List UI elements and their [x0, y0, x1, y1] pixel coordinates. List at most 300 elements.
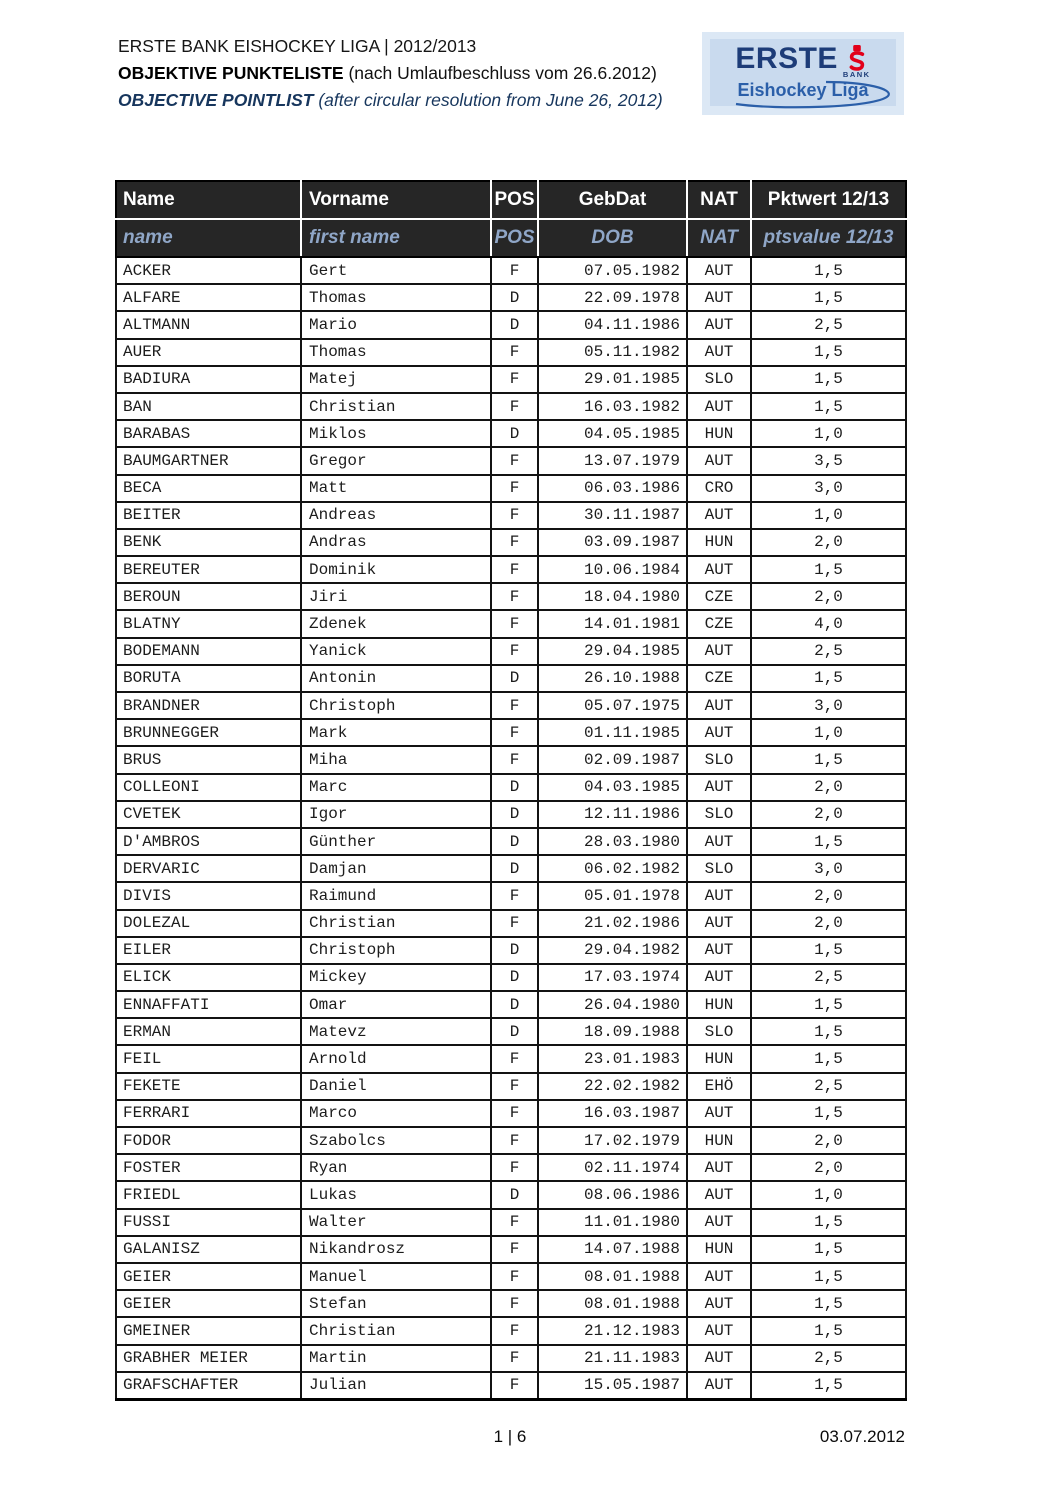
cell-ptsvalue: 1,5	[751, 937, 906, 964]
header-row-german	[116, 181, 906, 219]
cell-nat: HUN	[687, 420, 751, 447]
cell-first-name: Stefan	[301, 1290, 491, 1317]
cell-ptsvalue: 2,5	[751, 964, 906, 991]
cell-dob: 18.04.1980	[538, 583, 687, 610]
cell-pos: F	[491, 529, 538, 556]
cell-first-name: Christoph	[301, 692, 491, 719]
player-row	[116, 855, 906, 882]
cell-first-name: Christian	[301, 1317, 491, 1344]
cell-nat: EHÖ	[687, 1073, 751, 1100]
cell-ptsvalue: 1,5	[751, 556, 906, 583]
cell-first-name: Manuel	[301, 1263, 491, 1290]
cell-nat: AUT	[687, 257, 751, 284]
cell-first-name: Raimund	[301, 882, 491, 909]
player-row	[116, 583, 906, 610]
col-header-pktwert: Pktwert 12/13	[751, 181, 906, 219]
cell-name: ELICK	[116, 964, 301, 991]
cell-ptsvalue: 1,5	[751, 1263, 906, 1290]
document-title-en-rest: (after circular resolution from June 26, 2012)	[313, 90, 663, 110]
cell-dob: 05.01.1978	[538, 882, 687, 909]
cell-ptsvalue: 1,0	[751, 502, 906, 529]
cell-nat: AUT	[687, 774, 751, 801]
cell-first-name: Walter	[301, 1209, 491, 1236]
bank-label: BANK	[842, 70, 871, 79]
player-row	[116, 1236, 906, 1263]
cell-dob: 08.01.1988	[538, 1290, 687, 1317]
cell-dob: 16.03.1982	[538, 393, 687, 420]
cell-pos: F	[491, 746, 538, 773]
cell-first-name: Miklos	[301, 420, 491, 447]
cell-name: BLATNY	[116, 610, 301, 637]
cell-nat: HUN	[687, 1236, 751, 1263]
cell-pos: F	[491, 502, 538, 529]
cell-first-name: Gert	[301, 257, 491, 284]
cell-name: BAN	[116, 393, 301, 420]
cell-first-name: Thomas	[301, 339, 491, 366]
cell-ptsvalue: 1,5	[751, 1100, 906, 1127]
cell-pos: D	[491, 801, 538, 828]
cell-first-name: Igor	[301, 801, 491, 828]
cell-first-name: Matt	[301, 475, 491, 502]
cell-pos: F	[491, 393, 538, 420]
cell-nat: AUT	[687, 1263, 751, 1290]
cell-first-name: Gregor	[301, 447, 491, 474]
cell-pos: D	[491, 774, 538, 801]
cell-dob: 04.11.1986	[538, 311, 687, 338]
cell-nat: AUT	[687, 719, 751, 746]
cell-nat: AUT	[687, 882, 751, 909]
cell-ptsvalue: 2,0	[751, 882, 906, 909]
player-row	[116, 1209, 906, 1236]
cell-name: FERRARI	[116, 1100, 301, 1127]
cell-dob: 28.03.1980	[538, 828, 687, 855]
player-row	[116, 801, 906, 828]
cell-name: CVETEK	[116, 801, 301, 828]
cell-name: DIVIS	[116, 882, 301, 909]
cell-dob: 22.02.1982	[538, 1073, 687, 1100]
erste-wordmark: ERSTE	[735, 42, 838, 75]
col-header-gebdat: GebDat	[538, 181, 687, 219]
cell-nat: CZE	[687, 583, 751, 610]
cell-name: GRABHER MEIER	[116, 1345, 301, 1372]
player-row	[116, 529, 906, 556]
cell-name: GALANISZ	[116, 1236, 301, 1263]
cell-name: BODEMANN	[116, 638, 301, 665]
col-subheader-pos: POS	[491, 219, 538, 257]
cell-ptsvalue: 3,0	[751, 692, 906, 719]
cell-pos: F	[491, 1263, 538, 1290]
cell-dob: 01.11.1985	[538, 719, 687, 746]
cell-nat: AUT	[687, 910, 751, 937]
cell-dob: 06.03.1986	[538, 475, 687, 502]
cell-name: GMEINER	[116, 1317, 301, 1344]
cell-nat: AUT	[687, 964, 751, 991]
cell-dob: 14.01.1981	[538, 610, 687, 637]
cell-pos: F	[491, 1100, 538, 1127]
cell-pos: F	[491, 1290, 538, 1317]
cell-name: BEROUN	[116, 583, 301, 610]
cell-name: BRUS	[116, 746, 301, 773]
cell-dob: 22.09.1978	[538, 284, 687, 311]
cell-ptsvalue: 1,5	[751, 665, 906, 692]
cell-first-name: Martin	[301, 1345, 491, 1372]
player-row	[116, 774, 906, 801]
player-row	[116, 746, 906, 773]
cell-first-name: Andras	[301, 529, 491, 556]
cell-first-name: Szabolcs	[301, 1127, 491, 1154]
player-row	[116, 1018, 906, 1045]
points-table	[115, 180, 907, 1401]
cell-ptsvalue: 1,5	[751, 828, 906, 855]
cell-dob: 17.02.1979	[538, 1127, 687, 1154]
sparkasse-s-icon	[847, 45, 867, 72]
cell-dob: 21.11.1983	[538, 1345, 687, 1372]
document-title-en-bold: OBJECTIVE POINTLIST	[118, 90, 314, 110]
cell-dob: 07.05.1982	[538, 257, 687, 284]
cell-pos: F	[491, 638, 538, 665]
player-row	[116, 339, 906, 366]
cell-ptsvalue: 3,0	[751, 855, 906, 882]
player-row	[116, 910, 906, 937]
cell-pos: D	[491, 991, 538, 1018]
cell-dob: 21.02.1986	[538, 910, 687, 937]
cell-nat: HUN	[687, 529, 751, 556]
cell-dob: 05.07.1975	[538, 692, 687, 719]
cell-name: FUSSI	[116, 1209, 301, 1236]
cell-dob: 30.11.1987	[538, 502, 687, 529]
league-title: ERSTE BANK EISHOCKEY LIGA | 2012/2013	[118, 36, 477, 56]
cell-first-name: Yanick	[301, 638, 491, 665]
cell-pos: F	[491, 1073, 538, 1100]
cell-first-name: Miha	[301, 746, 491, 773]
cell-name: AUER	[116, 339, 301, 366]
cell-pos: F	[491, 366, 538, 393]
player-row	[116, 447, 906, 474]
cell-pos: F	[491, 1209, 538, 1236]
cell-first-name: Christoph	[301, 937, 491, 964]
cell-nat: AUT	[687, 502, 751, 529]
cell-ptsvalue: 2,0	[751, 583, 906, 610]
cell-pos: F	[491, 1154, 538, 1181]
cell-name: COLLEONI	[116, 774, 301, 801]
cell-dob: 03.09.1987	[538, 529, 687, 556]
cell-ptsvalue: 3,0	[751, 475, 906, 502]
cell-dob: 16.03.1987	[538, 1100, 687, 1127]
cell-first-name: Matej	[301, 366, 491, 393]
cell-ptsvalue: 3,5	[751, 447, 906, 474]
cell-ptsvalue: 2,0	[751, 910, 906, 937]
cell-pos: F	[491, 1045, 538, 1072]
erste-liga-logo	[702, 32, 904, 115]
cell-dob: 04.03.1985	[538, 774, 687, 801]
cell-nat: SLO	[687, 801, 751, 828]
player-row	[116, 692, 906, 719]
cell-pos: D	[491, 311, 538, 338]
cell-nat: AUT	[687, 447, 751, 474]
player-row	[116, 1073, 906, 1100]
cell-pos: F	[491, 1372, 538, 1400]
cell-ptsvalue: 1,5	[751, 1209, 906, 1236]
cell-first-name: Damjan	[301, 855, 491, 882]
cell-dob: 13.07.1979	[538, 447, 687, 474]
cell-name: BORUTA	[116, 665, 301, 692]
cell-dob: 12.11.1986	[538, 801, 687, 828]
cell-nat: CZE	[687, 610, 751, 637]
col-subheader-name: name	[116, 219, 301, 257]
player-row	[116, 882, 906, 909]
cell-dob: 10.06.1984	[538, 556, 687, 583]
cell-nat: HUN	[687, 991, 751, 1018]
cell-name: D'AMBROS	[116, 828, 301, 855]
player-row	[116, 502, 906, 529]
cell-nat: AUT	[687, 937, 751, 964]
cell-first-name: Mickey	[301, 964, 491, 991]
cell-dob: 02.09.1987	[538, 746, 687, 773]
cell-dob: 26.10.1988	[538, 665, 687, 692]
cell-nat: CZE	[687, 665, 751, 692]
cell-name: ENNAFFATI	[116, 991, 301, 1018]
player-row	[116, 1181, 906, 1208]
col-header-nat: NAT	[687, 181, 751, 219]
cell-nat: AUT	[687, 1100, 751, 1127]
cell-nat: HUN	[687, 1127, 751, 1154]
cell-name: DOLEZAL	[116, 910, 301, 937]
cell-pos: F	[491, 339, 538, 366]
cell-nat: AUT	[687, 393, 751, 420]
player-row	[116, 964, 906, 991]
player-row	[116, 311, 906, 338]
cell-ptsvalue: 1,5	[751, 366, 906, 393]
cell-nat: CRO	[687, 475, 751, 502]
cell-first-name: Matevz	[301, 1018, 491, 1045]
cell-name: FOSTER	[116, 1154, 301, 1181]
cell-dob: 29.04.1985	[538, 638, 687, 665]
player-row	[116, 1127, 906, 1154]
cell-pos: D	[491, 937, 538, 964]
player-row	[116, 284, 906, 311]
player-row	[116, 366, 906, 393]
cell-dob: 23.01.1983	[538, 1045, 687, 1072]
cell-dob: 17.03.1974	[538, 964, 687, 991]
cell-pos: D	[491, 964, 538, 991]
cell-dob: 08.01.1988	[538, 1263, 687, 1290]
page-number: 1 | 6	[493, 1427, 527, 1446]
cell-dob: 04.05.1985	[538, 420, 687, 447]
cell-first-name: Daniel	[301, 1073, 491, 1100]
cell-ptsvalue: 2,0	[751, 801, 906, 828]
cell-dob: 02.11.1974	[538, 1154, 687, 1181]
cell-name: ALFARE	[116, 284, 301, 311]
cell-nat: AUT	[687, 311, 751, 338]
cell-pos: F	[491, 583, 538, 610]
col-header-name: Name	[116, 181, 301, 219]
cell-nat: AUT	[687, 692, 751, 719]
cell-first-name: Mark	[301, 719, 491, 746]
cell-name: BEREUTER	[116, 556, 301, 583]
cell-pos: D	[491, 1181, 538, 1208]
cell-ptsvalue: 2,5	[751, 311, 906, 338]
cell-pos: F	[491, 882, 538, 909]
cell-ptsvalue: 1,0	[751, 420, 906, 447]
cell-nat: AUT	[687, 1209, 751, 1236]
col-header-vorname: Vorname	[301, 181, 491, 219]
cell-pos: F	[491, 910, 538, 937]
erste-liga-logo-panel	[710, 39, 896, 106]
cell-name: FEIL	[116, 1045, 301, 1072]
player-row	[116, 257, 906, 284]
cell-first-name: Nikandrosz	[301, 1236, 491, 1263]
cell-ptsvalue: 1,5	[751, 991, 906, 1018]
cell-name: BADIURA	[116, 366, 301, 393]
cell-pos: D	[491, 420, 538, 447]
cell-first-name: Arnold	[301, 1045, 491, 1072]
cell-name: ERMAN	[116, 1018, 301, 1045]
cell-first-name: Omar	[301, 991, 491, 1018]
document-title-en	[118, 87, 663, 114]
player-row	[116, 610, 906, 637]
cell-name: GEIER	[116, 1263, 301, 1290]
cell-pos: F	[491, 447, 538, 474]
cell-dob: 06.02.1982	[538, 855, 687, 882]
cell-ptsvalue: 1,5	[751, 284, 906, 311]
cell-first-name: Lukas	[301, 1181, 491, 1208]
player-row	[116, 475, 906, 502]
cell-ptsvalue: 2,0	[751, 774, 906, 801]
cell-name: BECA	[116, 475, 301, 502]
player-row	[116, 1045, 906, 1072]
cell-nat: AUT	[687, 1345, 751, 1372]
cell-pos: D	[491, 855, 538, 882]
cell-ptsvalue: 4,0	[751, 610, 906, 637]
player-row	[116, 556, 906, 583]
cell-ptsvalue: 1,0	[751, 1181, 906, 1208]
cell-nat: AUT	[687, 1181, 751, 1208]
cell-pos: F	[491, 1236, 538, 1263]
document-title-de-rest: (nach Umlaufbeschluss vom 26.6.2012)	[343, 63, 657, 83]
cell-pos: F	[491, 1127, 538, 1154]
cell-first-name: Christian	[301, 393, 491, 420]
cell-pos: F	[491, 610, 538, 637]
cell-first-name: Ryan	[301, 1154, 491, 1181]
cell-dob: 26.04.1980	[538, 991, 687, 1018]
player-row	[116, 393, 906, 420]
cell-name: EILER	[116, 937, 301, 964]
player-row	[116, 1154, 906, 1181]
cell-pos: F	[491, 475, 538, 502]
cell-first-name: Günther	[301, 828, 491, 855]
cell-ptsvalue: 1,5	[751, 393, 906, 420]
cell-ptsvalue: 1,5	[751, 746, 906, 773]
cell-ptsvalue: 2,0	[751, 1127, 906, 1154]
footer-date: 03.07.2012	[819, 1427, 905, 1446]
cell-pos: F	[491, 556, 538, 583]
cell-ptsvalue: 2,5	[751, 1073, 906, 1100]
cell-name: BAUMGARTNER	[116, 447, 301, 474]
points-table-header	[116, 181, 906, 257]
cell-name: GRAFSCHAFTER	[116, 1372, 301, 1400]
cell-dob: 21.12.1983	[538, 1317, 687, 1344]
cell-first-name: Zdenek	[301, 610, 491, 637]
player-row	[116, 638, 906, 665]
cell-ptsvalue: 2,5	[751, 1345, 906, 1372]
cell-dob: 08.06.1986	[538, 1181, 687, 1208]
cell-nat: AUT	[687, 828, 751, 855]
col-subheader-dob: DOB	[538, 219, 687, 257]
cell-nat: AUT	[687, 638, 751, 665]
col-subheader-first-name: first name	[301, 219, 491, 257]
player-row	[116, 665, 906, 692]
player-row	[116, 1290, 906, 1317]
cell-nat: SLO	[687, 746, 751, 773]
player-row	[116, 1317, 906, 1344]
cell-ptsvalue: 1,5	[751, 1290, 906, 1317]
cell-first-name: Julian	[301, 1372, 491, 1400]
cell-ptsvalue: 2,5	[751, 638, 906, 665]
cell-nat: AUT	[687, 556, 751, 583]
header-row-english	[116, 219, 906, 257]
cell-first-name: Marc	[301, 774, 491, 801]
cell-dob: 14.07.1988	[538, 1236, 687, 1263]
cell-first-name: Dominik	[301, 556, 491, 583]
cell-dob: 11.01.1980	[538, 1209, 687, 1236]
cell-pos: D	[491, 828, 538, 855]
cell-name: FODOR	[116, 1127, 301, 1154]
points-table-body	[116, 257, 906, 1399]
cell-ptsvalue: 1,0	[751, 719, 906, 746]
document-title-de	[118, 60, 663, 87]
cell-first-name: Andreas	[301, 502, 491, 529]
cell-ptsvalue: 1,5	[751, 1317, 906, 1344]
eishockey-liga-lockup	[710, 80, 896, 101]
player-row	[116, 1345, 906, 1372]
cell-name: DERVARIC	[116, 855, 301, 882]
cell-nat: AUT	[687, 1154, 751, 1181]
cell-nat: AUT	[687, 339, 751, 366]
player-row	[116, 1263, 906, 1290]
cell-dob: 29.01.1985	[538, 366, 687, 393]
cell-ptsvalue: 1,5	[751, 339, 906, 366]
cell-name: GEIER	[116, 1290, 301, 1317]
cell-pos: F	[491, 1317, 538, 1344]
player-row	[116, 937, 906, 964]
cell-first-name: Christian	[301, 910, 491, 937]
cell-name: BEITER	[116, 502, 301, 529]
cell-nat: AUT	[687, 284, 751, 311]
cell-name: FEKETE	[116, 1073, 301, 1100]
eishockey-liga-label: Eishockey Liga	[737, 80, 869, 100]
cell-nat: SLO	[687, 855, 751, 882]
player-row	[116, 1100, 906, 1127]
cell-ptsvalue: 1,5	[751, 257, 906, 284]
cell-pos: F	[491, 692, 538, 719]
cell-ptsvalue: 2,0	[751, 1154, 906, 1181]
cell-name: BRANDNER	[116, 692, 301, 719]
document-header	[118, 33, 663, 114]
cell-name: BENK	[116, 529, 301, 556]
cell-nat: SLO	[687, 1018, 751, 1045]
cell-ptsvalue: 1,5	[751, 1372, 906, 1400]
cell-dob: 15.05.1987	[538, 1372, 687, 1400]
cell-pos: D	[491, 284, 538, 311]
col-header-pos: POS	[491, 181, 538, 219]
cell-first-name: Mario	[301, 311, 491, 338]
cell-dob: 05.11.1982	[538, 339, 687, 366]
cell-pos: D	[491, 665, 538, 692]
cell-first-name: Marco	[301, 1100, 491, 1127]
cell-ptsvalue: 1,5	[751, 1045, 906, 1072]
player-row	[116, 420, 906, 447]
cell-dob: 18.09.1988	[538, 1018, 687, 1045]
